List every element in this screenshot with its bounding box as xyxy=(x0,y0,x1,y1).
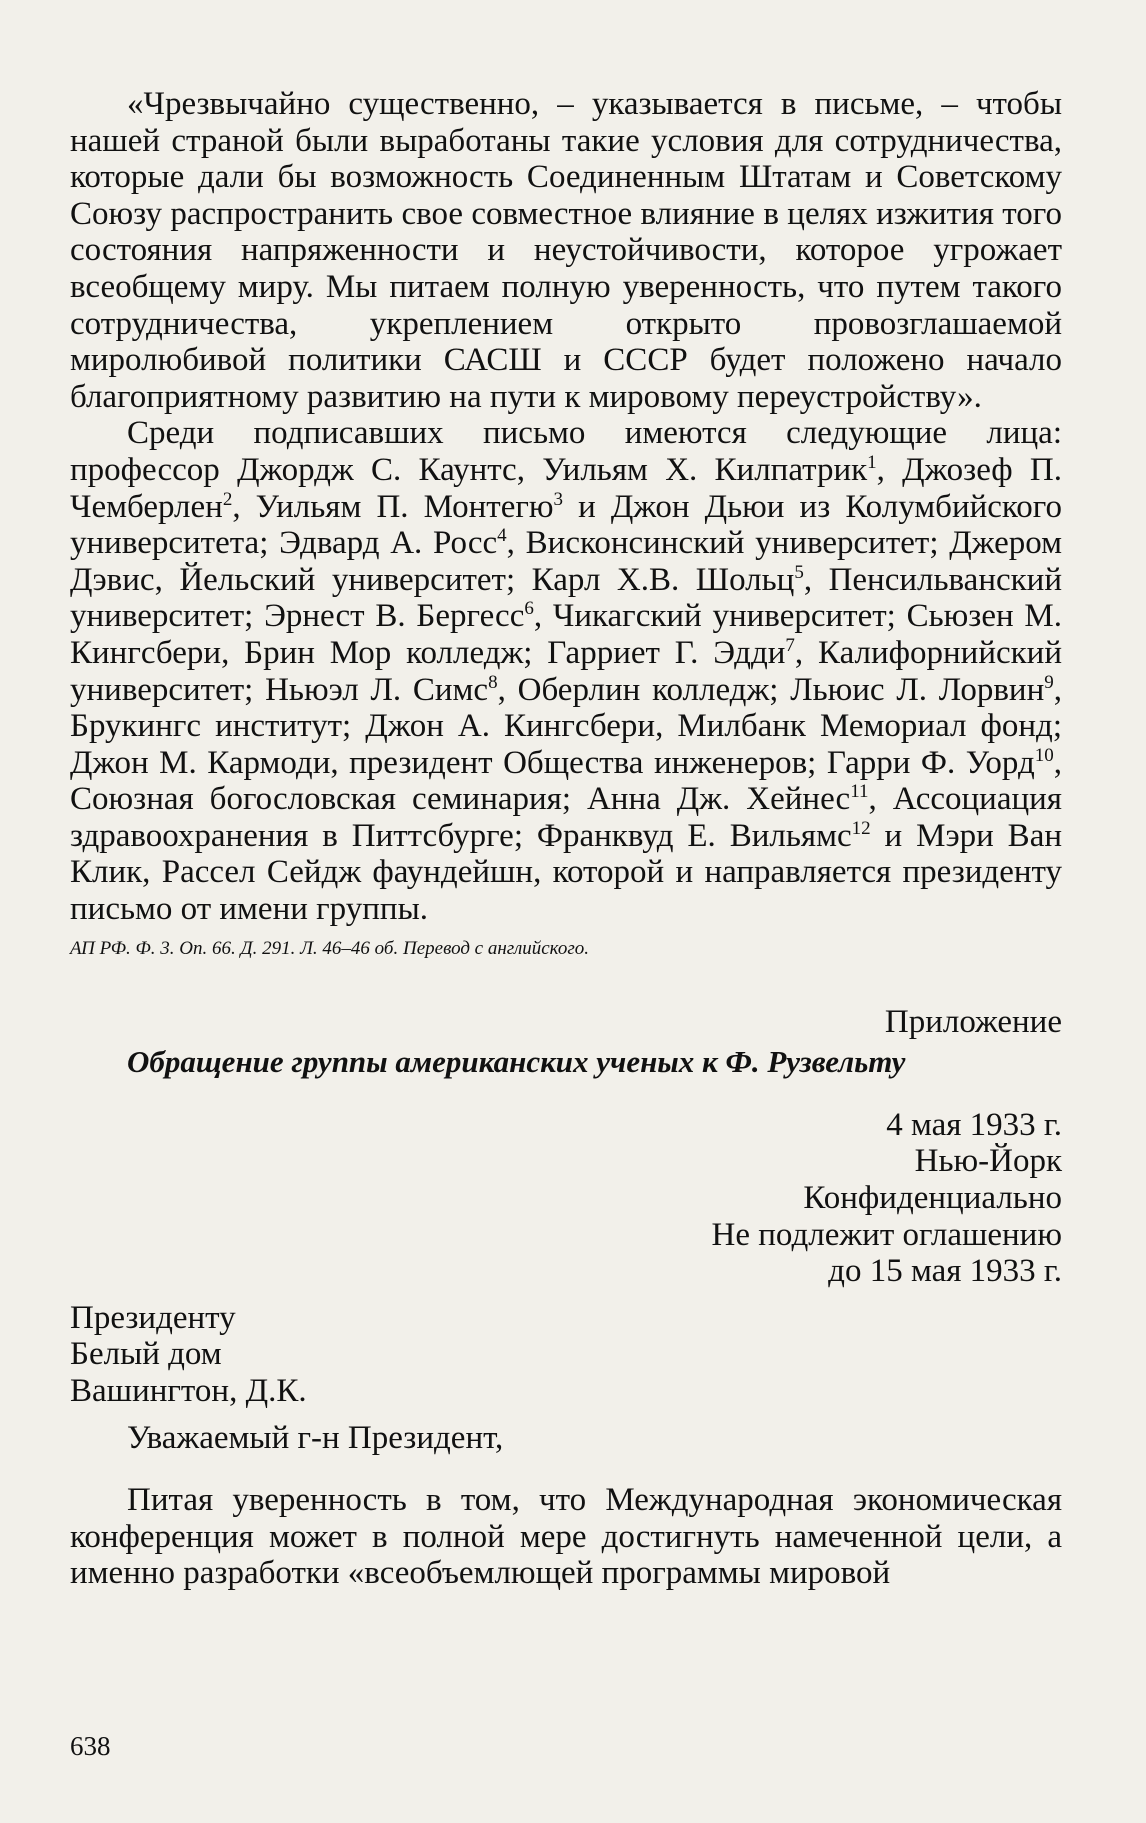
document-meta xyxy=(70,1107,1062,1290)
footnote-ref: 8 xyxy=(488,671,498,693)
footnote-ref: 7 xyxy=(785,634,795,656)
address-line-3: Вашингтон, Д.К. xyxy=(70,1373,307,1409)
footnote-ref: 11 xyxy=(850,781,869,803)
document-date: 4 мая 1933 г. xyxy=(886,1106,1062,1143)
address-line-2: Белый дом xyxy=(70,1336,222,1373)
restriction-line-2: до 15 мая 1933 г. xyxy=(828,1253,1062,1290)
page-number: 638 xyxy=(70,1731,111,1761)
footnote-ref: 10 xyxy=(1034,744,1054,766)
footnote-ref: 4 xyxy=(497,525,507,547)
address-line-1: Президенту xyxy=(70,1299,236,1336)
page-text xyxy=(70,86,1062,1592)
letter-body-paragraph: Питая уверенность в том, что Международная экономическая конференция может в полной мере достигнуть намеченной цели, а именно разработки «всеобъемлющей программы мировой xyxy=(70,1482,1062,1592)
appendix-title: Обращение группы американских ученых к Ф. Рузвельту xyxy=(127,1044,906,1080)
confidential-mark: Конфиденциально xyxy=(803,1180,1062,1217)
footnote-ref: 1 xyxy=(867,451,877,473)
footnote-ref: 9 xyxy=(1044,671,1054,693)
restriction-line-1: Не подлежит оглашению xyxy=(711,1216,1062,1253)
salutation: Уважаемый г-н Президент, xyxy=(127,1419,504,1456)
signatories-paragraph: Среди подписавших письмо имеются следующие лица: профессор Джордж С. Каунтс, Уильям Х. Килпатрик$^1$, Джозеф П. Чемберлен$^2$, Уильям П. Монтегю$^3$ и Джон Дьюи из Колумбийского университета; Эдвард А. Росс$^4$, Висконсинский университет; Джером Дэвис, Йельский университет; Карл Х.В. Шольц$^5$, Пенсильванский университет; Эрнест В. Бергесс$^6$, Чикагский университет; Сьюзен М. Кингсбери, Брин Мор колледж; Гарриет Г. Эдди$^7$, Калифорнийский университет; Ньюэл Л. Симс$^8$, Оберлин колледж; Льюис Л. Лорвин$^9$, Брукингс институт; Джон А. Кингсбери, Милбанк Мемориал фонд; Джон М. Кармоди, президент Общества инженеров; Гарри Ф. Уорд$^{10}$, Союзная богословская семинария; Анна Дж. Хейнес$^{11}$, Ассоциация здравоохранения в Питтсбурге; Франквуд Е. Вильямс$^{12}$ и Мэри Ван Клик, Рассел Сейдж фаундейшн, которой и направляется президенту письмо от имени группы. xyxy=(70,415,1062,928)
footnote-ref: 5 xyxy=(794,561,804,583)
footnote-ref: 6 xyxy=(524,598,534,620)
footnote-ref: 2 xyxy=(222,488,233,510)
quote-paragraph: «Чрезвычайно существенно, – указывается в письме, – чтобы нашей страной были выработаны такие условия для сотрудничества, которые дали бы возможность Соединенным Штатам и Советскому Союзу распространить свое совместное влияние в целях изжития того состояния напряженности и неустойчивости, которое угрожает всеобщему миру. Мы питаем полную уверенность, что путем такого сотрудничества, укреплением открыто провозглашаемой миролюбивой политики САСШ и СССР будет положено начало благоприятному развитию на пути к мировому переустройству». xyxy=(70,86,1062,415)
archive-source: АП РФ. Ф. 3. Оп. 66. Д. 291. Л. 46–46 об. Перевод с английского. xyxy=(70,937,590,959)
footnote-ref: 12 xyxy=(851,817,871,839)
appendix-label: Приложение xyxy=(884,1003,1062,1040)
document-place: Нью-Йорк xyxy=(914,1143,1062,1180)
footnote-ref: 3 xyxy=(553,488,564,510)
address-block xyxy=(70,1300,1062,1410)
